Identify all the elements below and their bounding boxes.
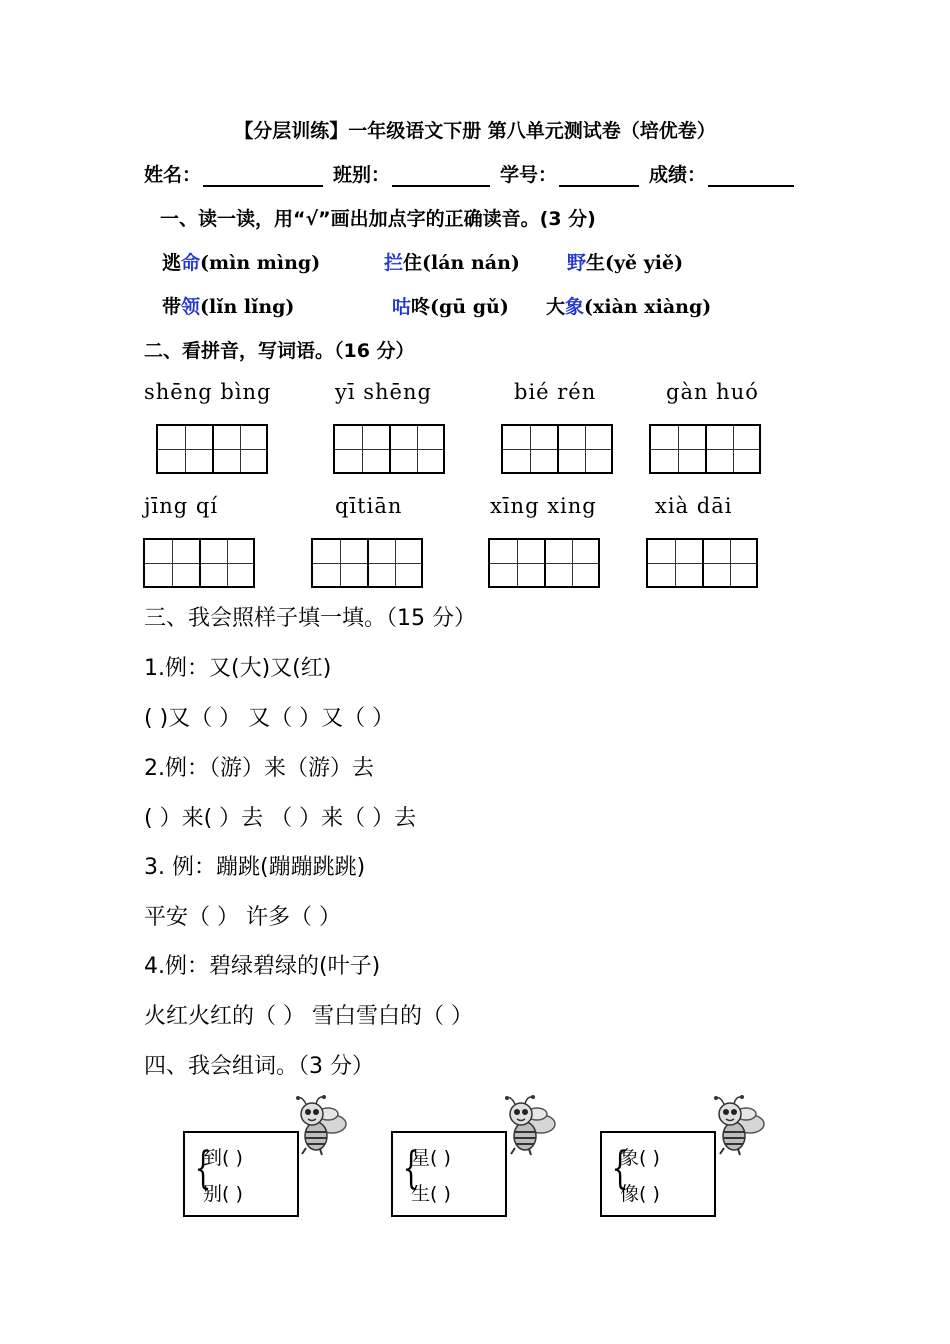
score-blank[interactable]: [708, 163, 794, 187]
bee-cartoon-icon: [499, 1094, 559, 1158]
writing-grid[interactable]: [333, 424, 445, 474]
student-info-row: [144, 160, 804, 187]
example-line: 3. 例：蹦跳(蹦蹦跳跳): [144, 855, 366, 880]
section1-item: 拦住(lán nán): [384, 252, 520, 274]
word-card: { 星( ) 生( ): [391, 1131, 507, 1217]
writing-grid[interactable]: [311, 538, 423, 588]
class-blank[interactable]: [392, 163, 490, 187]
pinyin-prompt: jīng qí: [144, 494, 219, 518]
writing-grid[interactable]: [488, 538, 600, 588]
writing-grid[interactable]: [646, 538, 758, 588]
section3-heading: 三、我会照样子填一填。（15 分）: [144, 606, 476, 631]
section1-item: 大象(xiàn xiàng): [546, 296, 712, 318]
pinyin-prompt: shēng bìng: [144, 380, 272, 404]
section2-heading: 二、看拼音，写词语。（16 分）: [144, 340, 415, 362]
word-blank[interactable]: 生( ): [411, 1183, 451, 1205]
fill-line[interactable]: 火红火红的（ ） 雪白雪白的（ ）: [144, 1004, 473, 1029]
section4-heading: 四、我会组词。（3 分）: [144, 1054, 374, 1079]
word-blank[interactable]: 别( ): [203, 1183, 243, 1205]
page-title: 【分层训练】一年级语文下册 第八单元测试卷（培优卷）: [234, 120, 716, 142]
fill-line[interactable]: 平安（ ） 许多（ ）: [144, 905, 341, 930]
pinyin-prompt: xīng xing: [490, 494, 597, 518]
word-blank[interactable]: 象( ): [620, 1147, 660, 1169]
example-line: 1.例：又(大)又(红): [144, 656, 332, 681]
dotted-char: 咕: [392, 296, 412, 318]
section1-item: 野生(yě yiě): [567, 252, 684, 274]
word-blank[interactable]: 像( ): [620, 1183, 660, 1205]
section1-item: 带领(lǐn lǐng): [162, 296, 295, 318]
dotted-char: 野: [567, 252, 587, 274]
dotted-char: 拦: [384, 252, 404, 274]
pinyin-prompt: xià dāi: [655, 494, 733, 518]
dotted-char: 象: [565, 296, 585, 318]
writing-grid[interactable]: [156, 424, 268, 474]
example-line: 2.例：（游）来（游）去: [144, 756, 374, 781]
name-blank[interactable]: [203, 163, 323, 187]
section1-item: 逃命(mìn mìng): [162, 252, 321, 274]
pinyin-prompt: gàn huó: [666, 380, 759, 404]
writing-grid[interactable]: [501, 424, 613, 474]
fill-line[interactable]: ( ）来( ）去 （ ）来（ ）去: [144, 806, 417, 831]
dotted-char: 命: [181, 252, 201, 274]
id-label: 学号：: [500, 164, 558, 186]
id-blank[interactable]: [559, 163, 639, 187]
section1-item: 咕咚(gū gǔ): [392, 296, 509, 318]
writing-grid[interactable]: [143, 538, 255, 588]
word-card: { 到( ) 别( ): [183, 1131, 299, 1217]
fill-line[interactable]: ( )又（ ） 又（ ）又（ ）: [144, 706, 395, 731]
dotted-char: 领: [181, 296, 201, 318]
class-label: 班别：: [333, 164, 391, 186]
word-blank[interactable]: 星( ): [411, 1147, 451, 1169]
writing-grid[interactable]: [649, 424, 761, 474]
pinyin-prompt: qītiān: [335, 494, 403, 518]
pinyin-prompt: yī shēng: [335, 380, 432, 404]
word-card: { 象( ) 像( ): [600, 1131, 716, 1217]
score-label: 成绩：: [649, 164, 707, 186]
word-blank[interactable]: 到( ): [203, 1147, 243, 1169]
pinyin-prompt: bié rén: [514, 380, 597, 404]
section1-heading: 一、读一读，用“√”画出加点字的正确读音。(3 分): [160, 208, 596, 230]
bee-cartoon-icon: [708, 1094, 768, 1158]
bee-cartoon-icon: [290, 1094, 350, 1158]
example-line: 4.例：碧绿碧绿的(叶子): [144, 954, 381, 979]
name-label: 姓名：: [144, 164, 202, 186]
